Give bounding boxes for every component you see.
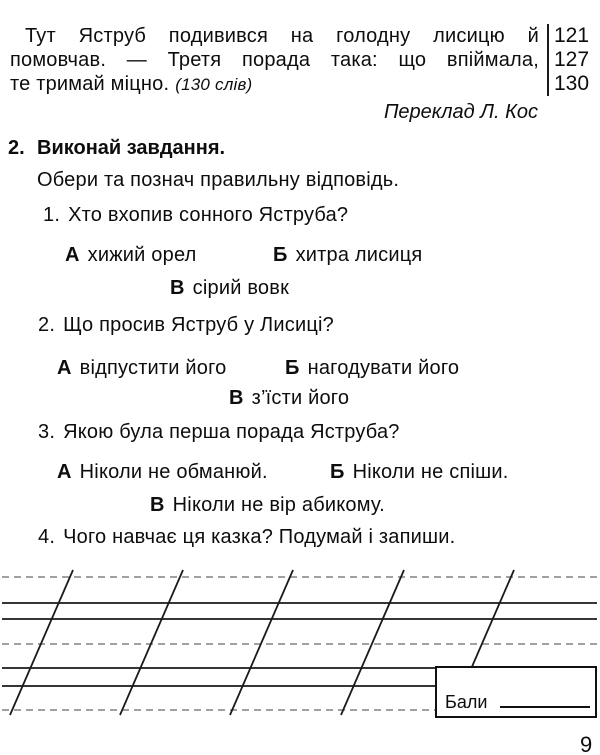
option-text: Ніколи не вір абикому. <box>172 494 385 516</box>
score-label: Бали <box>445 692 488 712</box>
option-letter: В <box>170 277 185 299</box>
question-1-option-v[interactable] <box>170 276 289 300</box>
question-1-option-b[interactable] <box>273 243 422 267</box>
question-3-option-a[interactable] <box>57 460 268 484</box>
translator-credit: Переклад Л. Кос <box>383 101 538 123</box>
task-number: 2. <box>8 137 25 159</box>
option-letter: Б <box>330 461 345 483</box>
page-number: 9 <box>580 732 593 755</box>
option-text: з’їсти його <box>251 387 350 409</box>
question-1-number: 1. <box>43 204 61 226</box>
passage-line: Тут Яструб подивився на голодну лисицю й <box>25 25 539 47</box>
question-1-option-a[interactable] <box>65 243 196 267</box>
option-letter: Б <box>273 244 288 266</box>
option-letter: А <box>65 244 80 266</box>
question-2-number: 2. <box>38 314 56 336</box>
question-3 <box>38 420 400 444</box>
passage-section <box>10 24 598 97</box>
option-text: сірий вовк <box>192 277 290 299</box>
question-4-number: 4. <box>38 526 56 548</box>
option-letter: А <box>57 357 72 379</box>
option-text: нагодувати його <box>307 357 460 379</box>
line-number: 127 <box>554 48 590 71</box>
question-3-options-row-2 <box>0 493 600 519</box>
question-3-number: 3. <box>38 421 56 443</box>
question-3-option-b[interactable] <box>330 460 509 484</box>
question-3-options-row <box>0 460 600 486</box>
option-text: відпустити його <box>79 357 227 379</box>
passage-line <box>10 72 539 97</box>
question-1-options-row <box>0 243 600 269</box>
line-number: 121 <box>554 24 590 47</box>
question-2-option-a[interactable] <box>57 356 227 380</box>
question-3-text: Якою була перша порада Яструба? <box>63 421 400 443</box>
task-heading <box>8 136 225 160</box>
question-2 <box>38 313 334 337</box>
task-instruction: Обери та познач правильну відповідь. <box>37 169 400 191</box>
question-4 <box>38 525 455 549</box>
option-letter: В <box>150 494 165 516</box>
option-letter: А <box>57 461 72 483</box>
question-2-text: Що просив Яструб у Лисиці? <box>63 314 334 336</box>
question-4-text: Чого навчає ця казка? Подумай і запиши. <box>63 526 456 548</box>
option-text: Ніколи не спіши. <box>352 461 509 483</box>
option-letter: Б <box>285 357 300 379</box>
task-title: Виконай завдання. <box>37 137 226 159</box>
option-text: хижий орел <box>87 244 197 266</box>
passage-line-text: те тримай міцно. <box>10 73 170 95</box>
question-1 <box>43 203 348 227</box>
line-number: 130 <box>554 72 590 95</box>
line-numbers-column <box>547 24 598 96</box>
option-letter: В <box>229 387 244 409</box>
question-3-option-v[interactable] <box>150 493 385 517</box>
question-2-options-row-2 <box>0 386 600 412</box>
option-text: Ніколи не обманюй. <box>79 461 268 483</box>
option-text: хитра лисиця <box>295 244 423 266</box>
question-2-option-b[interactable] <box>285 356 459 380</box>
passage-text <box>10 24 539 97</box>
question-2-options-row <box>0 356 600 382</box>
question-2-option-v[interactable] <box>229 386 349 410</box>
question-1-text: Хто вхопив сонного Яструба? <box>68 204 349 226</box>
score-box <box>435 666 597 718</box>
question-1-options-row-2 <box>0 276 600 302</box>
passage-line: помовчав. — Третя порада така: що впіймала, <box>10 49 539 71</box>
score-blank-line <box>500 692 590 708</box>
word-count-note: (130 слів) <box>175 75 253 94</box>
